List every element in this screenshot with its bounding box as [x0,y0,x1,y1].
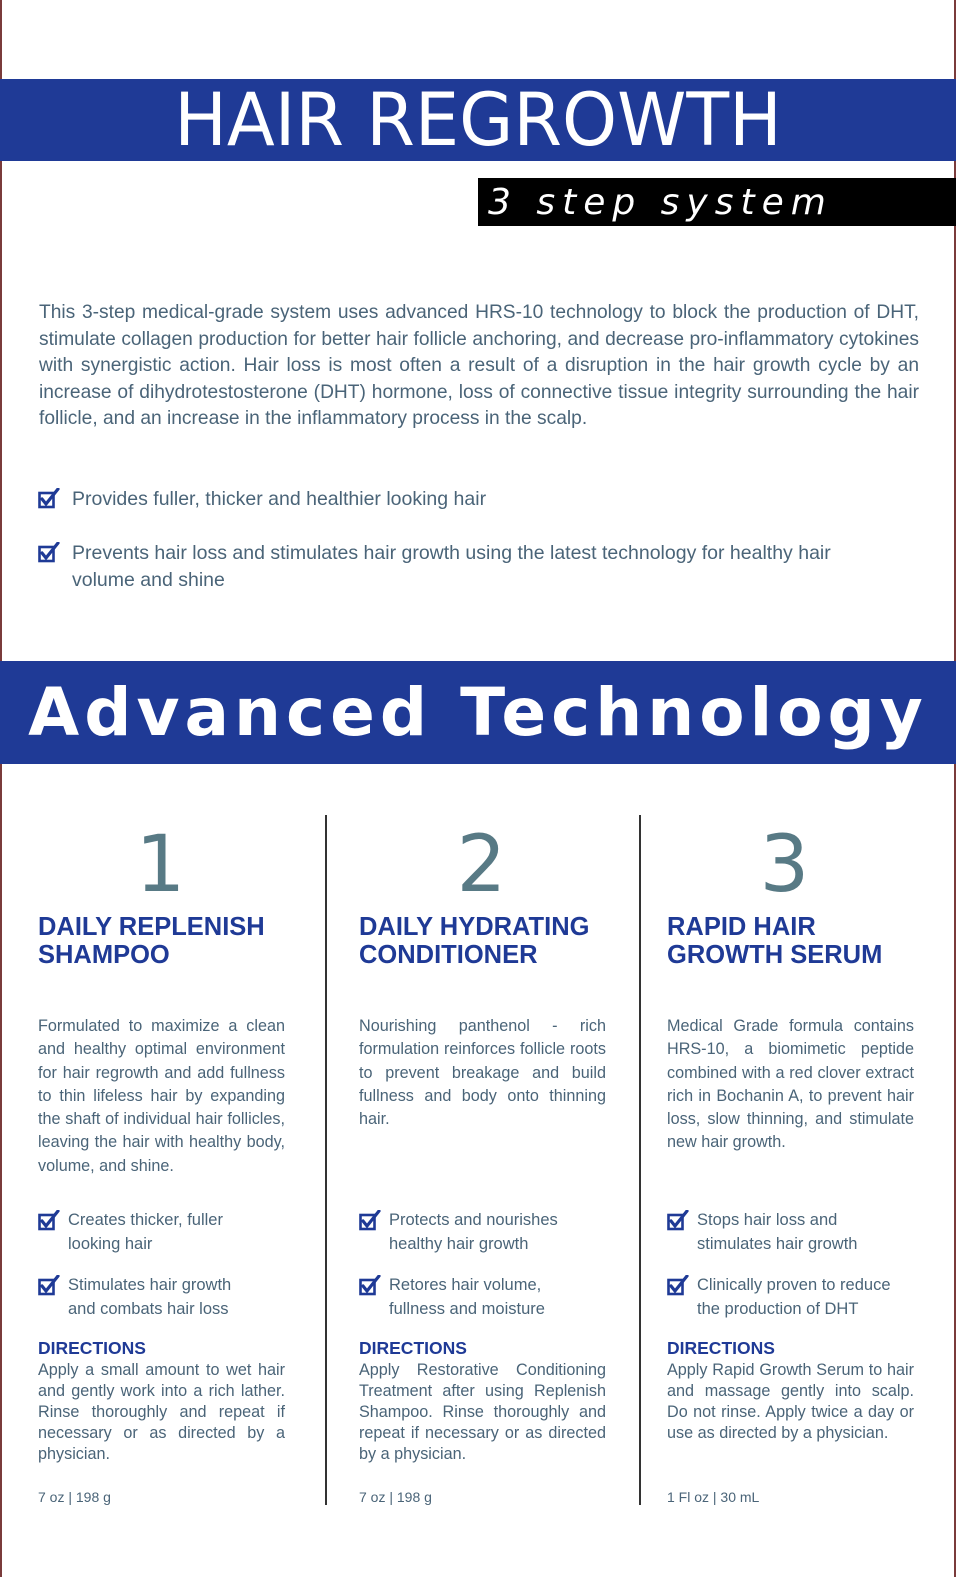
product-bullet [38,1273,298,1321]
product-title-line: CONDITIONER [359,941,538,969]
product-bullet [38,1208,298,1256]
section-title: Advanced Technology [28,674,928,751]
product-title-line: RAPID HAIR [667,913,816,941]
checked-box-icon [359,1275,381,1297]
product-bullet-text: Clinically proven to reduce the production of DHT [697,1276,891,1318]
product-title-line: GROWTH SERUM [667,941,883,969]
step-number: 2 [456,820,507,910]
product-description: Nourishing panthenol - rich formulation reinforces follicle roots to prevent breakage and build fullness and body onto thinning hair. [359,1017,606,1129]
directions-text: Apply Rapid Growth Serum to hair and massage gently into scalp. Do not rinse. Apply twice a day or use as directed by a physician. [667,1361,914,1442]
step-number: 3 [759,820,810,910]
product-title [38,913,265,969]
product-title-line: DAILY HYDRATING [359,913,590,941]
product-bullet-text: Stops hair loss and stimulates hair growth [697,1211,858,1253]
title-banner [0,76,956,164]
product-bullet [667,1273,927,1321]
intro-bullet [38,486,918,513]
checked-box-icon [359,1210,381,1232]
product-bullet-text: Creates thicker, fuller looking hair [68,1211,223,1253]
product-title [667,913,882,969]
intro-paragraph: This 3-step medical-grade system uses advanced HRS-10 technology to block the production of DHT, stimulate collagen production for better hair follicle anchoring, and decrease pro-inflammatory cytokines with synergistic action. Hair loss is most often a result of a disruption in the hair growth cycle by an increase of dihydrotestosterone (DHT) hormone, loss of connective tissue integrity surrounding the hair follicle, and an increase in the inflammatory process in the scalp. [39,302,919,430]
intro-bullet-text: Prevents hair loss and stimulates hair growth using the latest technology for healthy hair volume and shine [72,542,831,591]
product-title-line: DAILY REPLENISH [38,913,265,941]
product-size: 1 Fl oz | 30 mL [667,1489,760,1505]
step-number: 1 [135,820,186,910]
directions-heading: DIRECTIONS [667,1338,775,1358]
product-bullet-text: Stimulates hair growth and combats hair loss [68,1276,232,1318]
directions-heading: DIRECTIONS [38,1338,146,1358]
product-title-line: SHAMPOO [38,941,170,969]
product-bullet [667,1208,927,1256]
checked-box-icon [667,1275,689,1297]
section-banner [0,661,956,764]
product-bullet-text: Retores hair volume, fullness and moisture [389,1276,545,1318]
page-title: HAIR REGROWTH [174,76,782,164]
checked-box-icon [38,542,60,564]
product-bullet [359,1208,619,1256]
page-frame-left [0,0,2,1577]
product-size: 7 oz | 198 g [359,1489,432,1505]
directions-text: Apply a small amount to wet hair and gently work into a rich lather. Rinse thoroughly and repeat if necessary or as directed by a physician. [38,1361,285,1463]
product-description: Medical Grade formula contains HRS-10, a biomimetic peptide combined with a red clover extract rich in Bochanin A, to prevent hair loss, slow thinning, and stimulate new hair growth. [667,1017,914,1152]
directions-heading: DIRECTIONS [359,1338,467,1358]
product-description: Formulated to maximize a clean and healthy optimal environment for hair regrowth and add fullness to thin lifeless hair by expanding the shaft of individual hair follicles, leaving the hair with healthy body, volume, and shine. [38,1017,285,1175]
subtitle-banner [478,178,956,226]
page-subtitle: 3 step system [488,181,833,223]
checked-box-icon [667,1210,689,1232]
checked-box-icon [38,488,60,510]
product-bullet [359,1273,619,1321]
intro-bullet [38,540,898,594]
checked-box-icon [38,1275,60,1297]
directions-text: Apply Restorative Conditioning Treatment after using Replenish Shampoo. Rinse thoroughly and repeat if necessary or as directed by a physician. [359,1361,606,1463]
intro-bullet-text: Provides fuller, thicker and healthier looking hair [72,488,487,510]
product-title [359,913,589,969]
product-bullet-text: Protects and nourishes healthy hair growth [389,1211,558,1253]
checked-box-icon [38,1210,60,1232]
column-divider [639,815,641,1505]
column-divider [325,815,327,1505]
product-size: 7 oz | 198 g [38,1489,111,1505]
